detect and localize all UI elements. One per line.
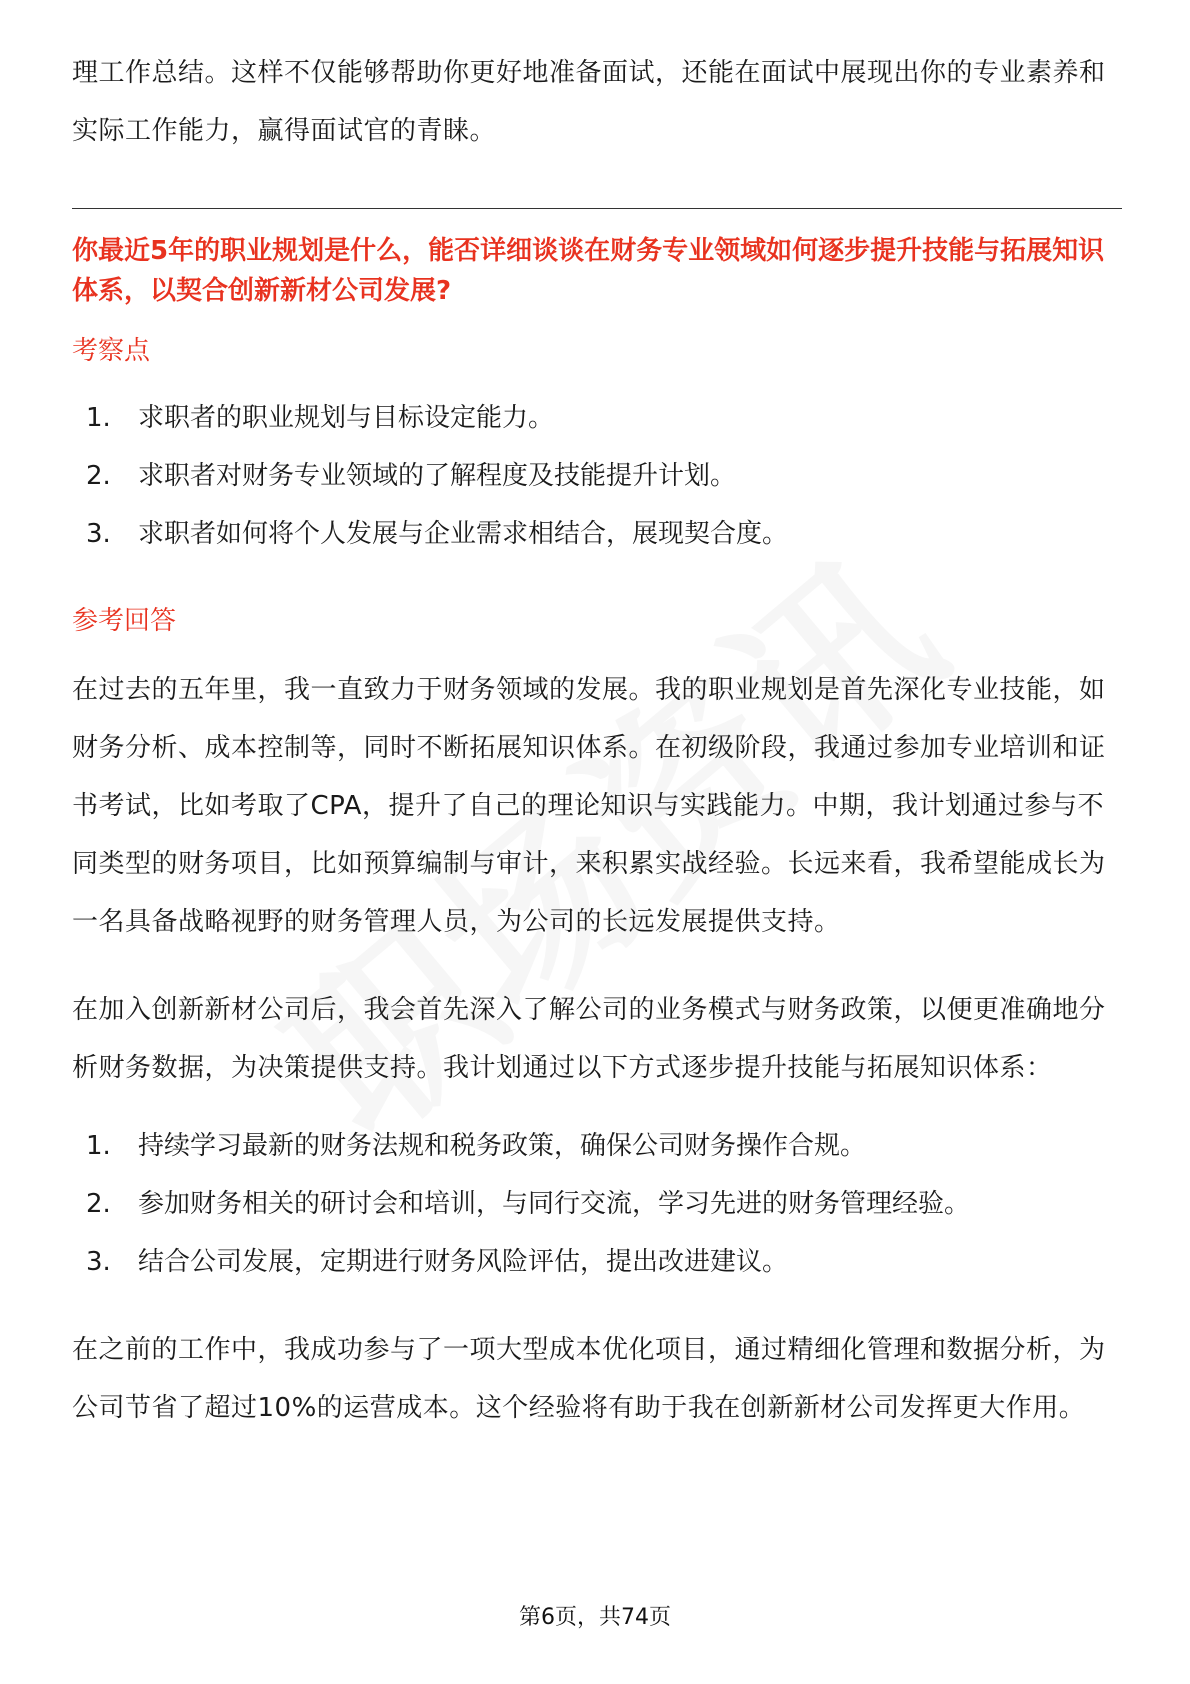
list-item-text: 求职者的职业规划与目标设定能力。 (138, 403, 555, 433)
list-item (72, 1117, 1122, 1175)
intro-paragraph: 理工作总结。这样不仅能够帮助你更好地准备面试，还能在面试中展现出你的专业素养和实际工作能力，赢得面试官的青睐。 (72, 58, 1106, 146)
plan-list (72, 1117, 1122, 1291)
answer-paragraph-1: 在过去的五年里，我一直致力于财务领域的发展。我的职业规划是首先深化专业技能，如财务分析、成本控制等，同时不断拓展知识体系。在初级阶段，我通过参加专业培训和证书考试，比如考取了CPA，提升了自己的理论知识与实践能力。中期，我计划通过参与不同类型的财务项目，比如预算编制与审计，来积累实战经验。长远来看，我希望能成长为一名具备战略视野的财务管理人员，为公司的长远发展提供支持。 (72, 675, 1106, 937)
answer-paragraph-2: 在加入创新新材公司后，我会首先深入了解公司的业务模式与财务政策，以便更准确地分析财务数据，为决策提供支持。我计划通过以下方式逐步提升技能与拓展知识体系： (72, 995, 1106, 1083)
section-divider (72, 208, 1122, 209)
interview-question: 你最近5年的职业规划是什么，能否详细谈谈在财务专业领域如何逐步提升技能与拓展知识体系，以契合创新新材公司发展? (72, 236, 1105, 306)
list-item-text: 结合公司发展，定期进行财务风险评估，提出改进建议。 (138, 1247, 789, 1277)
list-item-number: 3. (86, 519, 111, 549)
list-item (72, 1175, 1122, 1233)
list-item-number: 1. (86, 403, 111, 433)
list-item (72, 447, 1122, 505)
assessment-list (72, 389, 1122, 563)
list-item-number: 2. (86, 1189, 111, 1219)
list-item-number: 1. (86, 1131, 111, 1161)
assessment-heading: 考察点 (72, 336, 151, 366)
list-item (72, 505, 1122, 563)
page-content (72, 44, 1122, 1437)
page-footer: 第6页，共74页 (519, 1605, 671, 1630)
list-item (72, 1233, 1122, 1291)
list-item-text: 求职者对财务专业领域的了解程度及技能提升计划。 (138, 461, 737, 491)
list-item (72, 389, 1122, 447)
list-item-text: 求职者如何将个人发展与企业需求相结合，展现契合度。 (138, 519, 789, 549)
reference-answer-heading: 参考回答 (72, 606, 177, 636)
list-item-number: 3. (86, 1247, 111, 1277)
list-item-text: 参加财务相关的研讨会和培训，与同行交流，学习先进的财务管理经验。 (138, 1189, 971, 1219)
list-item-text: 持续学习最新的财务法规和税务政策，确保公司财务操作合规。 (138, 1131, 867, 1161)
list-item-number: 2. (86, 461, 111, 491)
answer-paragraph-3: 在之前的工作中，我成功参与了一项大型成本优化项目，通过精细化管理和数据分析，为公司节省了超过10%的运营成本。这个经验将有助于我在创新新材公司发挥更大作用。 (72, 1335, 1106, 1423)
